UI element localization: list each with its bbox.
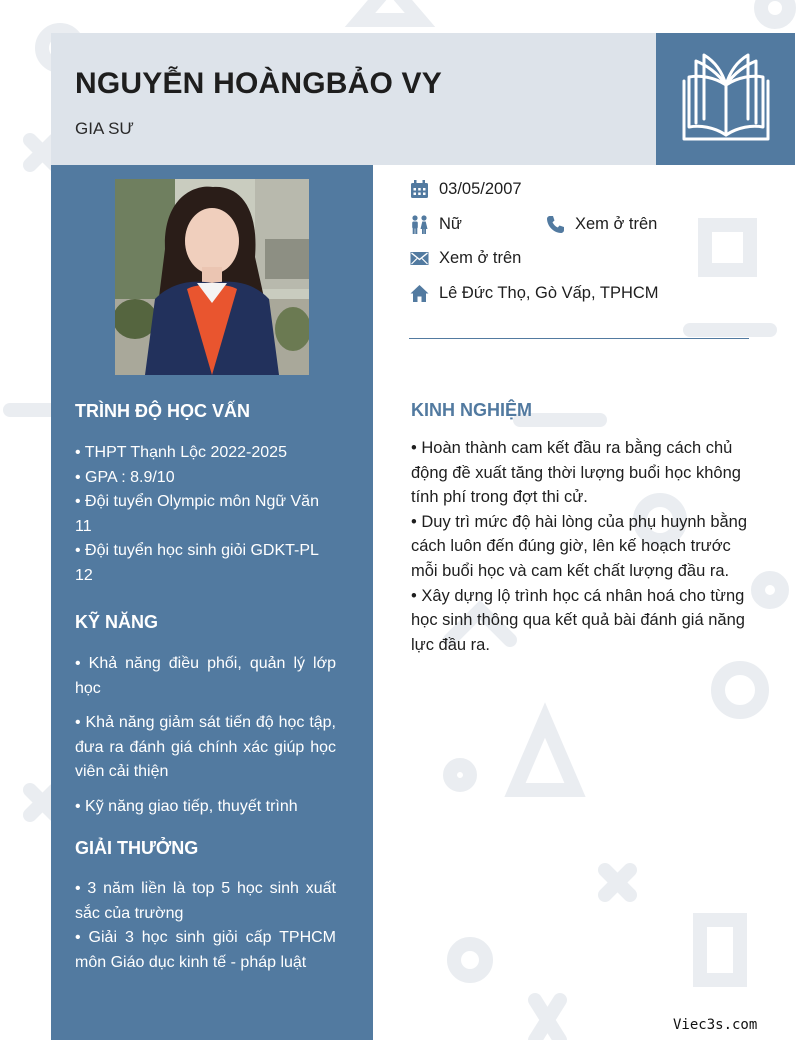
phone-icon [546,215,565,234]
home-icon [410,284,429,303]
logo-box [656,33,795,165]
award-item: • 3 năm liền là top 5 học sinh xuất sắc của trường [75,880,336,922]
calendar-icon [410,180,429,199]
contact-divider [409,338,749,339]
watermark: Viec3s.com [673,1017,758,1033]
birthday-text: 03/05/2007 [439,180,522,198]
candidate-name: NGUYỄN HOÀNGBẢO VY [75,67,442,100]
awards-title: GIẢI THƯỞNG [75,838,199,858]
skill-item: • Khả năng giảm sát tiến độ học tập, đưa ra đánh giá chính xác giúp học viên cải thiện [75,714,336,780]
skills-title: KỸ NĂNG [75,612,159,632]
awards-list [75,877,336,975]
skill-item: • Khả năng điều phối, quản lý lớp học [75,655,336,697]
education-item: • Đội tuyển Olympic môn Ngữ Văn 11 [75,493,319,535]
award-item: • Giải 3 học sinh giỏi cấp TPHCM môn Giáo dục kinh tế - pháp luật [75,929,336,971]
job-title: GIA SƯ [75,119,134,138]
gender-text: Nữ [439,215,462,233]
envelope-icon [410,249,429,268]
skill-item: • Kỹ năng giao tiếp, thuyết trình [75,797,298,815]
experience-title: KINH NGHIỆM [411,400,532,420]
experience-item: • Duy trì mức độ hài lòng của phụ huynh bằng cách luôn đến đúng giờ, lên kế hoạch trước mỗi buổi học và cam kết chất lượng đầu ra. [411,512,748,580]
open-book-icon [678,51,774,143]
education-item: • Đội tuyển học sinh giỏi GDKT-PL 12 [75,542,319,584]
experience-item: • Hoàn thành cam kết đầu ra bằng cách chủ động đề xuất tăng thời lượng buổi học không tính phí trong đợt thi cử. [411,439,741,507]
header-band [51,33,656,165]
profile-photo [115,179,309,375]
experience-list [411,436,756,657]
education-item: • GPA : 8.9/10 [75,468,175,486]
gender-icon [410,215,429,235]
skills-list [75,652,336,829]
phone-text: Xem ở trên [575,215,658,233]
sidebar [51,165,373,1040]
education-list [75,441,336,588]
education-item: • THPT Thạnh Lộc 2022-2025 [75,444,287,461]
address-text: Lê Đức Thọ, Gò Vấp, TPHCM [439,284,659,302]
email-text: Xem ở trên [439,249,522,267]
experience-item: • Xây dựng lộ trình học cá nhân hoá cho từng học sinh thông qua kết quả bài đánh giá năng lực đầu ra. [411,586,745,654]
education-title: TRÌNH ĐỘ HỌC VẤN [75,401,250,421]
